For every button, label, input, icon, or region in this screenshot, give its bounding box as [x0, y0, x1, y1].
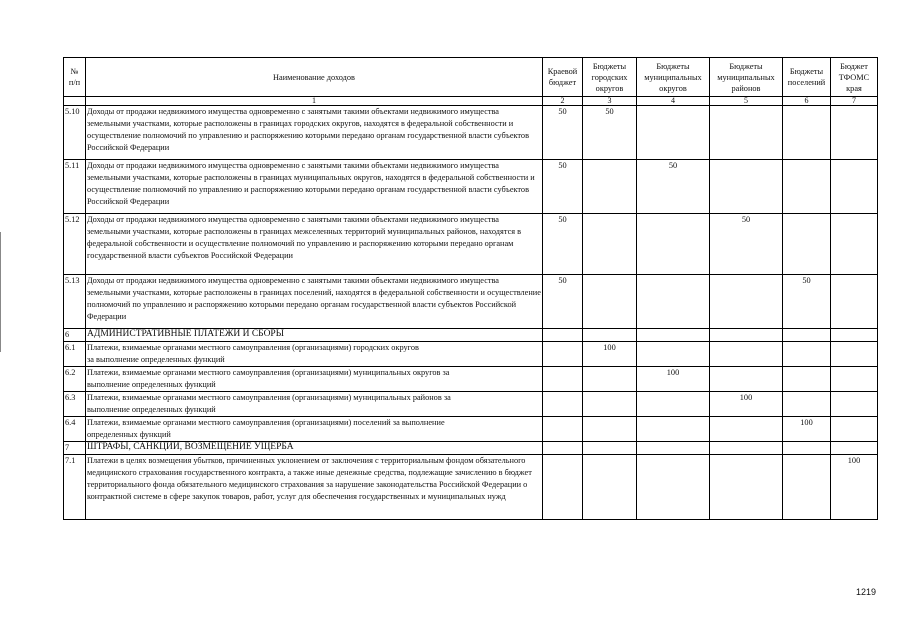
scan-edge-line — [0, 232, 1, 352]
row-revenue-name: Доходы от продажи недвижимого имущества одновременно с занятыми такими объектами недвижимого имущества земельными участками, которые расположены в границах муниципальных округов, находятся в федеральной собственности и осуществление полномочий по управлению и распоряжению которыми передано органам государственной власти субъектов Российской Федерации — [86, 160, 543, 214]
header-budget-column-label: Бюджеты городских округов — [591, 61, 628, 93]
row-revenue-name: Платежи, взимаемые органами местного самоуправления (организациями) городских округов за выполнение определенных функций — [86, 341, 543, 366]
row-share-value — [637, 441, 710, 454]
row-share-value: 100 — [583, 341, 637, 366]
row-share-value — [543, 441, 583, 454]
table-row — [64, 366, 878, 391]
row-share-value — [583, 329, 637, 342]
column-number-cell — [64, 97, 86, 106]
row-share-value — [583, 366, 637, 391]
column-number-cell: 5 — [710, 97, 783, 106]
row-share-value — [783, 391, 831, 416]
table-row — [64, 454, 878, 519]
header-budget-column — [831, 58, 878, 97]
row-share-value: 50 — [543, 275, 583, 329]
row-share-value — [543, 416, 583, 441]
header-budget-column-label: Краевой бюджет — [547, 67, 578, 87]
row-revenue-name: Платежи, взимаемые органами местного самоуправления (организациями) муниципальных районов за выполнение определенных функций — [86, 391, 543, 416]
row-share-value — [543, 329, 583, 342]
row-share-value: 50 — [637, 160, 710, 214]
section-row — [64, 329, 878, 342]
row-share-value: 100 — [710, 391, 783, 416]
row-share-value — [583, 441, 637, 454]
row-share-value — [783, 341, 831, 366]
row-share-value — [831, 329, 878, 342]
row-share-value — [543, 454, 583, 519]
row-code: 7 — [64, 441, 86, 454]
table-row — [64, 275, 878, 329]
row-share-value — [710, 416, 783, 441]
row-share-value — [583, 391, 637, 416]
row-revenue-name: ШТРАФЫ, САНКЦИИ, ВОЗМЕЩЕНИЕ УЩЕРБА — [86, 441, 543, 454]
row-code: 7.1 — [64, 454, 86, 519]
header-budget-column-label: Бюджет ТФОМС края — [838, 61, 870, 93]
row-revenue-name: Доходы от продажи недвижимого имущества одновременно с занятыми такими объектами недвижимого имущества земельными участками, которые расположены в границах городских округов, находятся в федеральной собственности и осуществление полномочий по управлению и распоряжению которыми передано органам государственной власти субъектов Российской Федерации — [86, 106, 543, 160]
row-code: 5.10 — [64, 106, 86, 160]
row-share-value: 50 — [710, 214, 783, 275]
revenue-distribution-table — [63, 57, 878, 520]
row-share-value — [783, 214, 831, 275]
header-row-number-label: № п/п — [68, 67, 81, 87]
column-number-cell: 7 — [831, 97, 878, 106]
row-share-value — [583, 160, 637, 214]
row-share-value — [710, 441, 783, 454]
row-share-value — [831, 366, 878, 391]
header-budget-column — [637, 58, 710, 97]
row-share-value — [710, 160, 783, 214]
column-number-cell: 4 — [637, 97, 710, 106]
header-revenue-name-label: Наименование доходов — [273, 72, 355, 82]
table-row — [64, 416, 878, 441]
row-share-value — [783, 106, 831, 160]
page-number: 1219 — [856, 587, 877, 597]
row-code: 5.12 — [64, 214, 86, 275]
row-share-value — [783, 366, 831, 391]
row-code: 5.13 — [64, 275, 86, 329]
row-code: 6 — [64, 329, 86, 342]
column-number-cell: 3 — [583, 97, 637, 106]
row-share-value — [637, 454, 710, 519]
row-share-value — [831, 160, 878, 214]
header-budget-column-label: Бюджеты поселений — [787, 67, 826, 87]
row-share-value — [543, 366, 583, 391]
row-share-value — [583, 416, 637, 441]
row-share-value — [637, 275, 710, 329]
row-share-value — [583, 214, 637, 275]
row-share-value: 50 — [583, 106, 637, 160]
row-share-value — [583, 454, 637, 519]
row-revenue-name: Платежи в целях возмещения убытков, причиненных уклонением от заключения с территориальным фондом обязательного медицинского страхования государственного контракта, а также иные денежные средства, подлежащие зачислению в бюджет территориального фонда обязательного медицинского страхования за нарушение законодательства Российской Федерации о контрактной системе в сфере закупок товаров, работ, услуг для обеспечения государственных и муниципальных нужд — [86, 454, 543, 519]
header-budget-column-label: Бюджеты муниципальных округов — [644, 61, 702, 93]
row-share-value — [831, 275, 878, 329]
row-share-value — [710, 275, 783, 329]
row-share-value — [783, 329, 831, 342]
table-row — [64, 106, 878, 160]
column-number-cell: 6 — [783, 97, 831, 106]
column-number-cell: 2 — [543, 97, 583, 106]
row-share-value — [831, 106, 878, 160]
row-code: 5.11 — [64, 160, 86, 214]
row-revenue-name: Доходы от продажи недвижимого имущества одновременно с занятыми такими объектами недвижимого имущества земельными участками, которые расположены в границах поселений, находятся в федеральной собственности и осуществление полномочий по управлению и распоряжению которыми передано органам государственной власти субъектов Российской Федерации — [86, 275, 543, 329]
row-share-value — [831, 214, 878, 275]
row-share-value: 100 — [637, 366, 710, 391]
row-share-value: 100 — [831, 454, 878, 519]
column-number-cell: 1 — [86, 97, 543, 106]
row-share-value: 50 — [543, 106, 583, 160]
row-code: 6.1 — [64, 341, 86, 366]
row-share-value — [710, 329, 783, 342]
table-header-row — [64, 58, 878, 97]
row-revenue-name: АДМИНИСТРАТИВНЫЕ ПЛАТЕЖИ И СБОРЫ — [86, 329, 543, 342]
row-share-value — [637, 214, 710, 275]
header-row-number — [64, 58, 86, 97]
row-share-value — [831, 391, 878, 416]
row-share-value — [831, 416, 878, 441]
section-row — [64, 441, 878, 454]
table-row — [64, 214, 878, 275]
row-share-value: 50 — [543, 160, 583, 214]
row-share-value — [831, 441, 878, 454]
row-share-value — [543, 391, 583, 416]
row-share-value — [710, 106, 783, 160]
row-share-value — [783, 454, 831, 519]
row-share-value — [637, 106, 710, 160]
header-budget-column — [710, 58, 783, 97]
header-budget-column — [543, 58, 583, 97]
row-share-value — [543, 341, 583, 366]
row-share-value — [710, 366, 783, 391]
row-code: 6.3 — [64, 391, 86, 416]
row-revenue-name: Платежи, взимаемые органами местного самоуправления (организациями) муниципальных округов за выполнение определенных функций — [86, 366, 543, 391]
row-code: 6.4 — [64, 416, 86, 441]
row-share-value — [637, 329, 710, 342]
row-revenue-name: Доходы от продажи недвижимого имущества одновременно с занятыми такими объектами недвижимого имущества земельными участками, которые расположены в границах межселенных территорий муниципальных районов, находятся в федеральной собственности и осуществление полномочий по управлению и распоряжению которыми передано органам государственной власти субъектов Российской Федерации — [86, 214, 543, 275]
row-revenue-name: Платежи, взимаемые органами местного самоуправления (организациями) поселений за выполнение определенных функций — [86, 416, 543, 441]
column-number-row — [64, 97, 878, 106]
row-share-value — [710, 454, 783, 519]
table-row — [64, 160, 878, 214]
header-budget-column — [783, 58, 831, 97]
row-share-value — [783, 441, 831, 454]
header-budget-column-label: Бюджеты муниципальных районов — [717, 61, 775, 93]
row-share-value: 100 — [783, 416, 831, 441]
header-revenue-name — [86, 58, 543, 97]
row-share-value — [783, 160, 831, 214]
row-share-value: 50 — [783, 275, 831, 329]
header-budget-column — [583, 58, 637, 97]
row-share-value — [583, 275, 637, 329]
row-share-value — [710, 341, 783, 366]
row-share-value — [831, 341, 878, 366]
row-share-value: 50 — [543, 214, 583, 275]
row-share-value — [637, 416, 710, 441]
table-row — [64, 341, 878, 366]
row-share-value — [637, 341, 710, 366]
row-code: 6.2 — [64, 366, 86, 391]
row-share-value — [637, 391, 710, 416]
table-row — [64, 391, 878, 416]
